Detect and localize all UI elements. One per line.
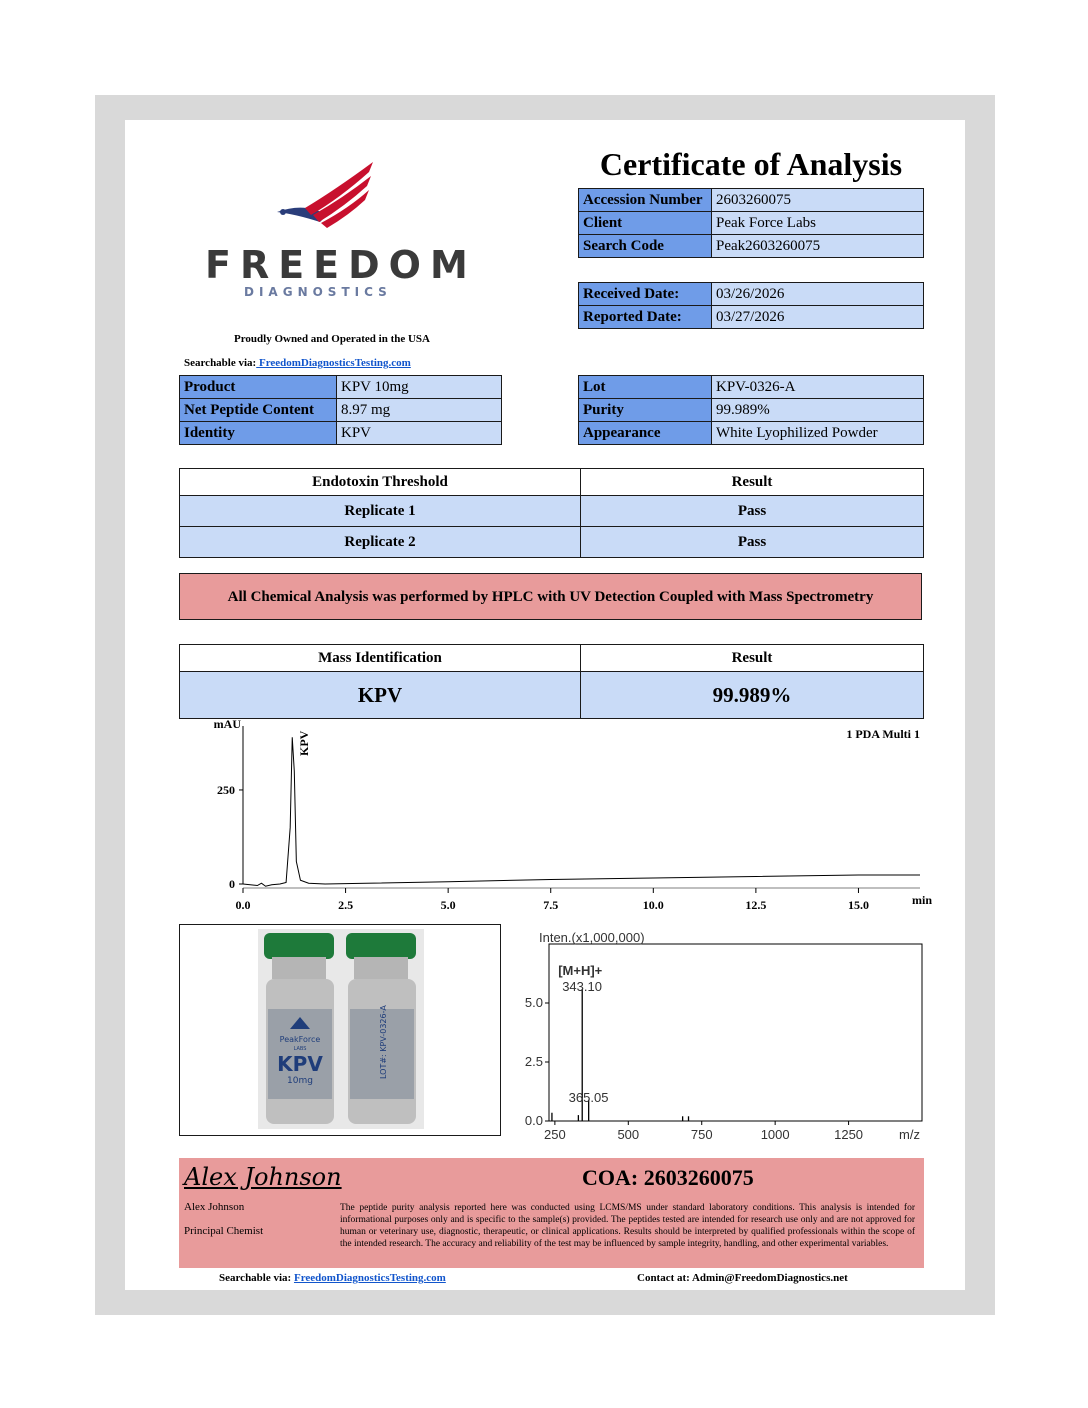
product-photo-frame (179, 924, 501, 1136)
row-value: KPV (337, 422, 502, 445)
x-tick-label: 12.5 (745, 898, 767, 912)
row-value: 03/26/2026 (712, 283, 924, 306)
row-key: Lot (579, 376, 712, 399)
chemist-role: Principal Chemist (184, 1225, 264, 1237)
x-tick-label: 0.0 (235, 898, 251, 912)
row-value: 03/27/2026 (712, 306, 924, 329)
y-tick-label: 2.5 (524, 1054, 543, 1069)
lot-table (578, 375, 924, 445)
row-value: Peak Force Labs (712, 212, 924, 235)
y-tick-label: 5.0 (524, 995, 543, 1010)
table-row (579, 189, 924, 212)
table-header-row (180, 469, 924, 496)
contact-email[interactable]: Contact at: Admin@FreedomDiagnostics.net (637, 1272, 848, 1284)
row-key: Search Code (579, 235, 712, 258)
website-link[interactable]: FreedomDiagnosticsTesting.com (293, 1272, 446, 1284)
y-axis-label: mAU (213, 717, 241, 731)
vial-brand-sub: LABS (293, 1046, 307, 1052)
table-header-row (180, 645, 924, 672)
page-title: Certificate of Analysis (599, 146, 903, 182)
column-header: Result (581, 645, 924, 672)
replicate-result: Pass (581, 496, 924, 527)
tagline: Proudly Owned and Operated in the USA (234, 333, 430, 345)
x-tick-label: 500 (617, 1127, 640, 1142)
table-row (180, 496, 924, 527)
eagle-flag-logo-icon (265, 160, 380, 235)
x-axis-label: min (912, 893, 933, 907)
row-key: Net Peptide Content (180, 399, 337, 422)
brand-sub: DIAGNOSTICS (244, 285, 392, 299)
row-key: Appearance (579, 422, 712, 445)
peak-annotation: [M+H]+ (558, 962, 603, 978)
row-value: KPV-0326-A (712, 376, 924, 399)
coa-number: COA: 2603260075 (582, 1165, 754, 1190)
x-tick-label: 7.5 (543, 898, 559, 912)
row-value: Peak2603260075 (712, 235, 924, 258)
row-key: Received Date: (579, 283, 712, 306)
searchable-footer (219, 1272, 446, 1284)
table-row (579, 422, 924, 445)
x-tick-label: 1250 (834, 1127, 864, 1142)
endotoxin-table (179, 468, 924, 558)
signature: Alex Johnson (184, 1163, 342, 1191)
vial-brand: PeakForce (279, 1035, 321, 1044)
accession-table (578, 188, 924, 258)
replicate-label: Replicate 1 (180, 496, 581, 527)
table-row (180, 527, 924, 558)
chromatogram-line (243, 737, 920, 886)
y-tick-label: 250 (217, 782, 235, 797)
vial-product: KPV (277, 1052, 323, 1076)
x-tick-label: 10.0 (642, 898, 664, 912)
table-row (579, 283, 924, 306)
table-row (579, 399, 924, 422)
table-row (180, 376, 502, 399)
vial-lot: LOT#: KPV-0326-A (379, 1005, 388, 1079)
analysis-method-banner: All Chemical Analysis was performed by HPLC with UV Detection Coupled with Mass Spectrometry (179, 573, 922, 620)
row-value: KPV 10mg (337, 376, 502, 399)
x-tick-label: 5.0 (440, 898, 456, 912)
mass-spectrum (505, 928, 930, 1146)
row-value: White Lyophilized Powder (712, 422, 924, 445)
table-row (579, 376, 924, 399)
row-value: 2603260075 (712, 189, 924, 212)
product-table (179, 375, 502, 445)
table-row (180, 422, 502, 445)
x-tick-label: 15.0 (847, 898, 869, 912)
x-tick-label: 750 (690, 1127, 713, 1142)
chemist-name: Alex Johnson (184, 1201, 245, 1213)
vial-photo-image (258, 929, 424, 1129)
y-tick-label: 0.0 (524, 1113, 543, 1128)
column-header: Endotoxin Threshold (180, 469, 581, 496)
dates-table (578, 282, 924, 329)
y-tick-label: 0 (229, 877, 235, 891)
table-row (579, 235, 924, 258)
website-link[interactable]: FreedomDiagnosticsTesting.com (256, 357, 411, 369)
hplc-chromatogram (195, 717, 933, 918)
replicate-result: Pass (581, 527, 924, 558)
disclaimer: The peptide purity analysis reported here was conducted using LCMS/MS under standard laboratory conditions. This analysis is intended for informational purposes only and is specific to the sample(s) provided. The peptides tested are intended for research use only and are not approved for human or veterinary use, diagnostic, therapeutic, or clinical applications. Results should be interpreted by qualified professionals within the scope of the intended research. The accuracy and reliability of the test may be influenced by sample integrity, handling, and other experimental variables. (340, 1203, 915, 1249)
table-row (579, 212, 924, 235)
row-value: 8.97 mg (337, 399, 502, 422)
peak-label: 343.10 (562, 978, 602, 994)
row-key: Client (579, 212, 712, 235)
row-key: Reported Date: (579, 306, 712, 329)
mass-identification: KPV (180, 672, 581, 719)
table-row (180, 672, 924, 719)
table-row (180, 399, 502, 422)
brand-name: FREEDOM (205, 243, 477, 287)
vial-dose: 10mg (287, 1076, 313, 1086)
peak-label: 365.05 (568, 1089, 609, 1105)
peak-label: KPV (297, 730, 312, 756)
x-axis-label: m/z (899, 1127, 920, 1142)
y-axis-label: Inten.(x1,000,000) (539, 930, 645, 945)
row-key: Identity (180, 422, 337, 445)
row-key: Purity (579, 399, 712, 422)
replicate-label: Replicate 2 (180, 527, 581, 558)
row-value: 99.989% (712, 399, 924, 422)
mass-table (179, 644, 924, 719)
column-header: Mass Identification (180, 645, 581, 672)
x-tick-label: 250 (544, 1127, 566, 1142)
row-key: Accession Number (579, 189, 712, 212)
legend-label: 1 PDA Multi 1 (846, 727, 920, 741)
row-key: Product (180, 376, 337, 399)
searchable-label: Searchable via: (219, 1272, 292, 1284)
searchable-label: Searchable via: (184, 357, 257, 369)
table-row (579, 306, 924, 329)
x-tick-label: 2.5 (338, 898, 354, 912)
column-header: Result (581, 469, 924, 496)
x-tick-label: 1000 (760, 1127, 790, 1142)
mass-result: 99.989% (581, 672, 924, 719)
searchable-header (184, 357, 411, 369)
